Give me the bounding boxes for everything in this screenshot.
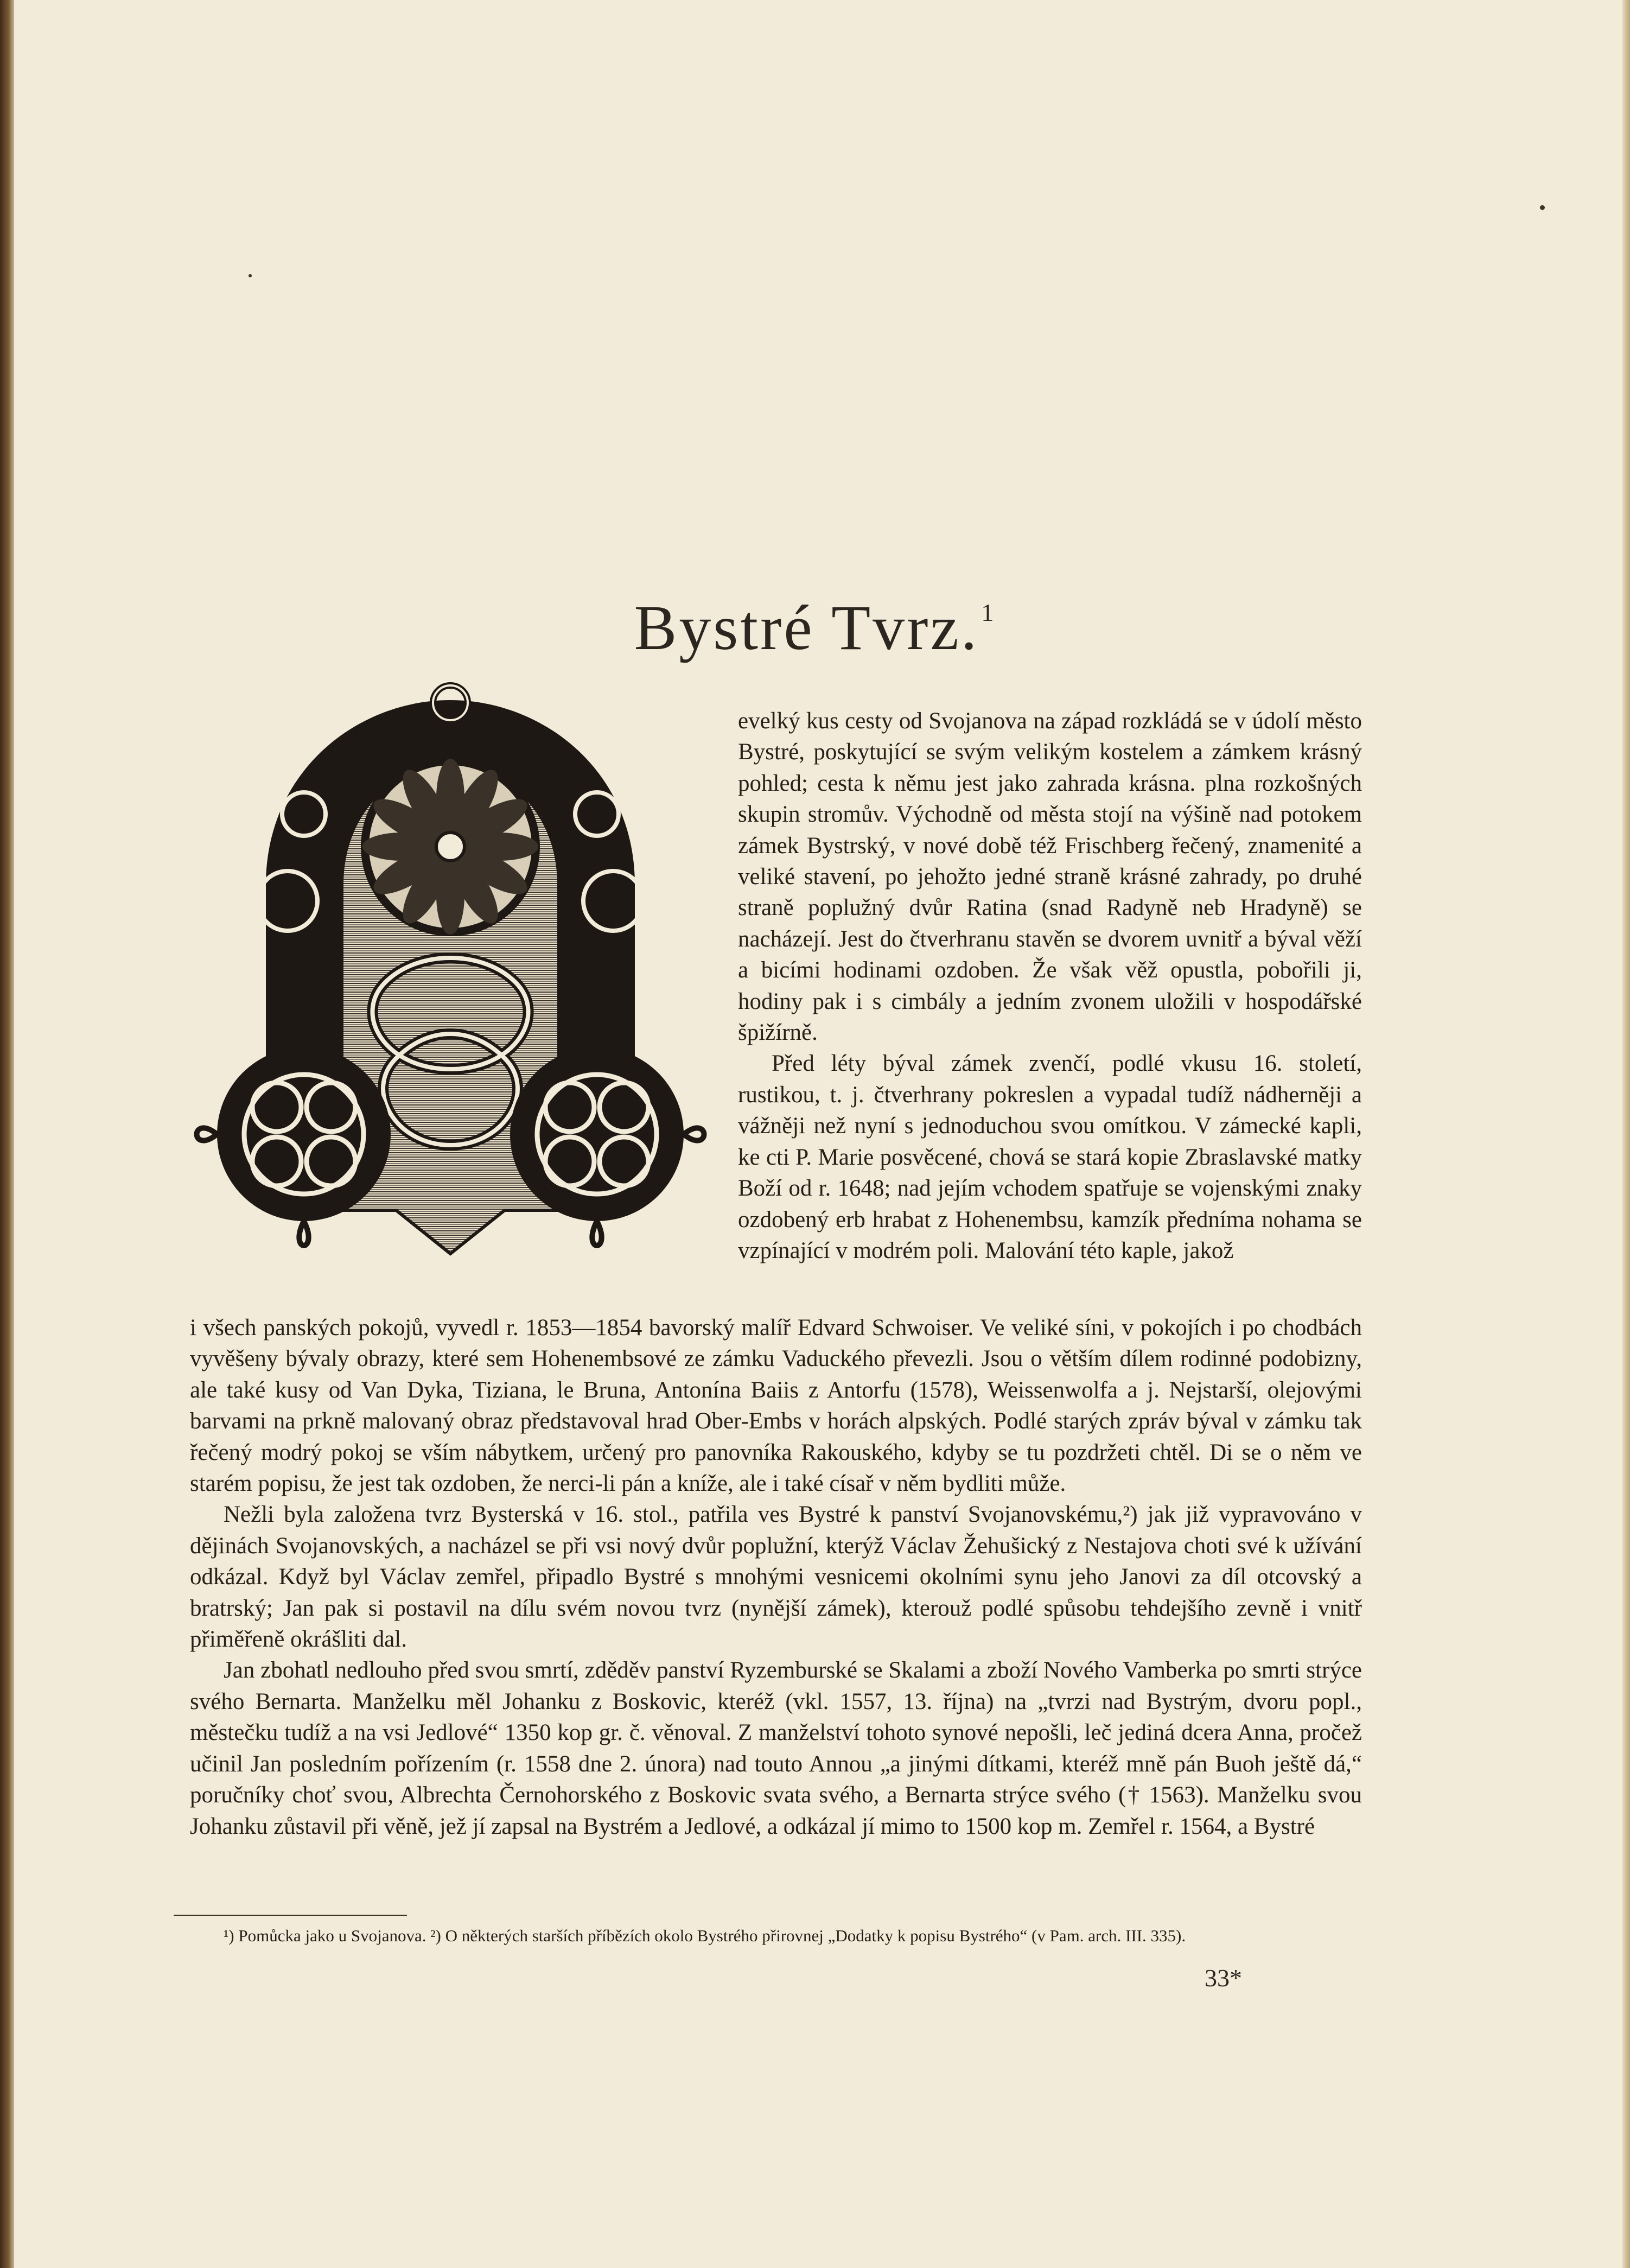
footnotes: [190, 1924, 1362, 1948]
binding-gutter: [0, 0, 14, 2268]
page-title: [0, 591, 1630, 665]
intro-column: [738, 706, 1362, 1266]
footnote-rule: [174, 1915, 407, 1916]
intro-paragraph: evelký kus cesty od Svojanova na západ rozkládá se v údolí město Bystré, poskytující se svým velikým kostelem a zámkem krásný pohled; cesta k němu jest jako zahrada krásna. plna rozkošných skupin stromův. Východně od města stojí na výšině nad potokem zámek Bystrský, v nové době též Frischberg řečený, znamenité a veliké stavení, po jehožto jedné straně krásné zahrady, po druhé straně poplužný dvůr Ratina (snad Radyně neb Hradyně) se nacházejí. Jest do čtverhranu stavěn se dvorem uvnitř a býval věží a bicími hodinami ozdoben. Že však věž opustla, pobořili ji, hodiny pak i s cimbály a jedním zvonem uložili v hospodářské špižírně.: [738, 708, 1362, 1046]
knot-pad-right: [510, 1047, 704, 1246]
footnote-text: ¹) Pomůcka jako u Svojanova. ²) O některých starších příbězích okolo Bystrého přirovnej „Dodatky k popisu Bystrého“ (v Pam. arch. III. 335).: [224, 1926, 1186, 1945]
page-edge: [1622, 0, 1630, 2268]
knot-pad-left: [197, 1047, 391, 1246]
paper-speck: [1540, 205, 1545, 210]
body-text: [190, 1312, 1362, 1842]
rosette-ornament: [361, 757, 540, 936]
paper-speck: [249, 274, 252, 277]
body-paragraph: i všech panských pokojů, vyvedl r. 1853—1854 bavorský malíř Edvard Schwoiser. Ve veliké síni, v pokojích i po chodbách vyvěšeny bývaly obrazy, které sem Hohenembsové ze zámku Vaduckého převezli. Jsou o větším dílem rodinné podobizny, ale také kusy od Van Dyka, Tiziana, le Bruna, Antonína Baiis z Antorfu (1578), Weissenwolfa a j. Nejstarší, olejovými barvami na prkně malovaný obraz představoval hrad Ober-Embs v horách alpských. Podlé starých zpráv býval v zámku tak řečený modrý pokoj se vším nábytkem, určený pro panovníka Rakouského, kdyby se tu pozdržeti chtěl. Di se o něm ve starém popisu, že jest tak ozdoben, že nerci-li pán a kníže, ale i také císař v něm bydliti může.: [190, 1315, 1362, 1497]
page-number: 33*: [1205, 1964, 1242, 1992]
body-paragraph: Jan zbohatl nedlouho před svou smrtí, zděděv panství Ryzemburské se Skalami a zboží Nového Vamberka po smrti strýce svého Bernarta. Manželku měl Johanku z Boskovic, kteréž (vkl. 1557, 13. října) na „tvrzi nad Bystrým, dvoru popl., městečku tudíž a na vsi Jedlové“ 1350 kop gr. č. věnoval. Z manželství tohoto synové nepošli, leč jediná dcera Anna, pročež učinil Jan posledním pořízením (r. 1558 dne 2. února) nad touto Annou „a jinými dítkami, kteréž mně pán Buoh ještě dá,“ poručníky choť svou, Albrechta Černohorského z Boskovic svata svého, a Bernarta strýce svého († 1563). Manželku svou Johanku zůstavil při věně, jež jí zapsal na Bystrém a Jedlové, a odkázal jí mimo to 1500 kop m. Zemřel r. 1564, a Bystré: [190, 1657, 1362, 1839]
body-paragraph: Nežli byla založena tvrz Bysterská v 16. stol., patřila ves Bystré k panství Svojanovskému,²) jak již vypravováno v dějinách Svojanovských, a nacházel se při vsi nový dvůr poplužní, kterýž Václav Žehušický z Nestajova choti své k užívání odkázal. Když byl Václav zemřel, připadlo Bystré s mnohými vesnicemi okolními synu jeho Janovi za díl otcovský a bratrský; Jan pak si postavil na dílu svém novou tvrz (nynější zámek), kterouž podlé spůsobu tehdejšího zevně i vnitř přiměřeně okrášliti dal.: [190, 1502, 1362, 1653]
title-text: Bystré Tvrz.: [634, 592, 979, 664]
intro-paragraph: Před léty býval zámek zvenčí, podlé vkusu 16. století, rustikou, t. j. čtverhrany pokreslen a vypadal tudíž nádherněji a vážněji než nyní s jednoduchou svou omítkou. V zámecké kapli, ke cti P. Marie posvěcené, chová se stará kopie Zbraslavské matky Boží od r. 1648; nad jejím vchodem spatřuje se vojenskými znaky ozdobený erb hrabat z Hohenembsu, kamzík předníma nohama se vzpínající v modrém poli. Malování této kaple, jakož: [738, 1051, 1362, 1263]
decorative-initial-n-ornament: [179, 678, 722, 1297]
title-footnote-mark: 1: [981, 599, 996, 627]
